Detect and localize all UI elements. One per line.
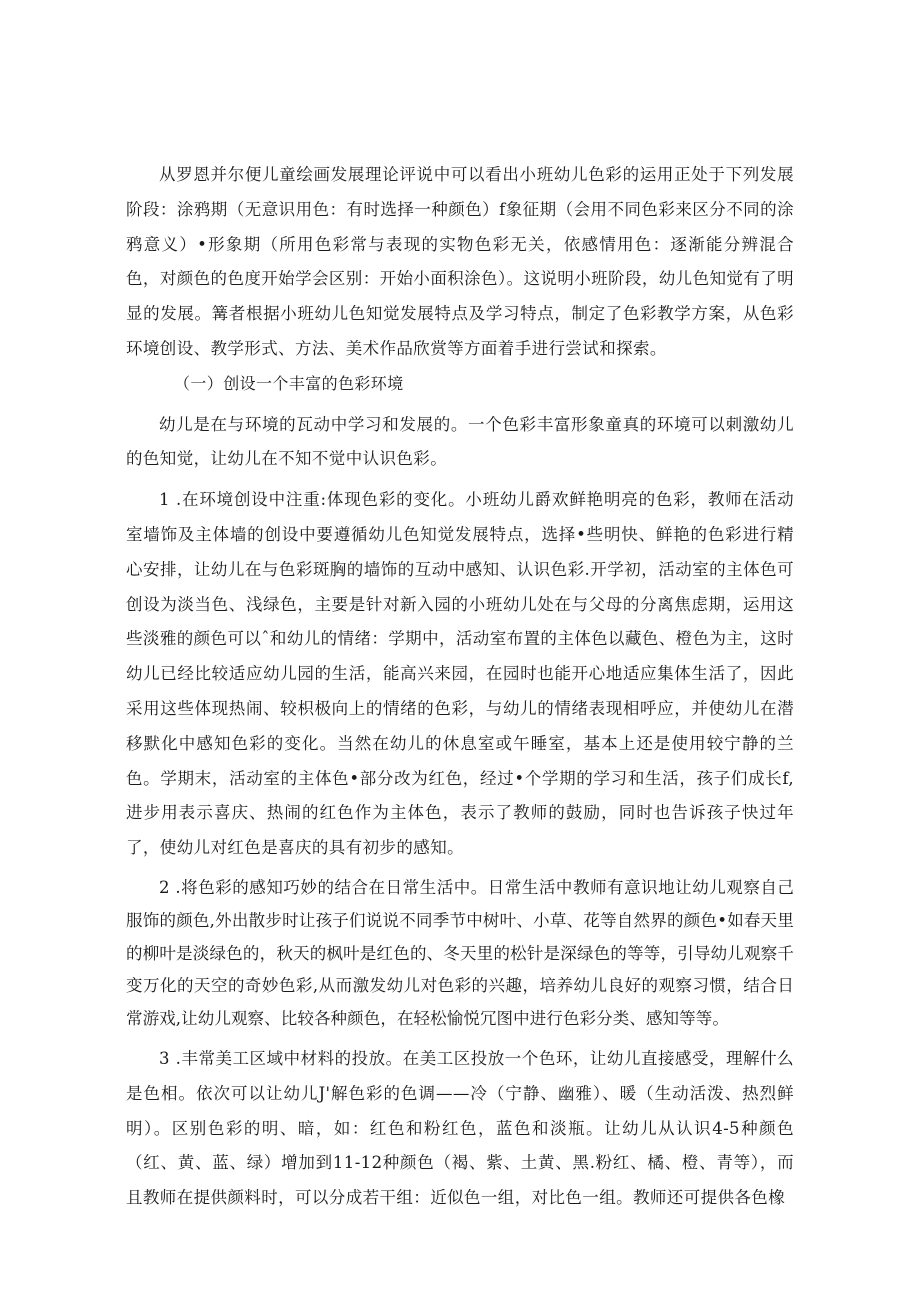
item-3-paragraph: 3 .丰常美工区域中材料的投放。在美工区投放一个色环，让幼儿直接感受，理解什么是色相。依次可以让幼儿J'解色彩的色调——冷（宁静、幽雅）、暖（生动活泼、热烈鲜明）。区别色彩的明、暗，如：红色和粉红色，蓝色和淡瓶。让幼儿从认识4-5种颜色（红、黄、蓝、绿）增加到11-12种颜色（褐、紫、土黄、黑.粉红、橘、橙、青等），而且教师在提供颜料时，可以分成若干组：近似色一组，对比色一组。教师还可提供各色橡 xyxy=(126,1048,794,1208)
section-intro-paragraph: 幼儿是在与环境的瓦动中学习和发展的。一个色彩丰富形象童真的环境可以刺激幼儿的色知觉，让幼儿在不知不觉中认识色彩。 xyxy=(126,414,794,469)
section-heading: （一）创设一个丰富的色彩环境 xyxy=(174,373,404,393)
item-2-paragraph: 2 .将色彩的感知巧妙的结合在日常生活中。日常生活中教师有意识地让幼儿观察自己服饰的颜色,外出散步时让孩子们说说不同季节中树叶、小草、花等自然界的颜色•如春天里的柳叶是淡绿色的，秋天的枫叶是红色的、冬天里的松针是深绿色的等等，引导幼儿观察千变万化的天空的奇妙色彩,从而激发幼儿对色彩的兴趣，培养幼儿良好的观察习惯，结合日常游戏,让幼儿观察、比较各种颜色，在轻松愉悦冗图中进行色彩分类、感知等等。 xyxy=(126,877,794,1029)
item-1-paragraph: 1 .在环境创设中注重:体现色彩的变化。小班幼儿爵欢鲜艳明亮的色彩，教师在活动室墙饰及主体墙的创设中要遵循幼儿色知觉发展特点，选择•些明快、鲜艳的色彩进行精心安排，让幼儿在与色彩斑胸的墙饰的互动中感知、认识色彩.开学初，活动室的主体色可创设为淡当色、浅绿色，主要是针对新入园的小班幼儿处在与父母的分离焦虑期，运用这些淡雅的颜色可以ˆ和幼儿的情绪：学期中，活动室布置的主体色以藏色、橙色为主，这时幼儿已经比较适应幼儿园的生活，能高兴来园，在园时也能开心地适应集体生活了，因此采用这些体现热闹、较枳极向上的情绪的色彩，与幼儿的情绪表现相呼应，并使幼儿在潜移默化中感知色彩的变化。当然在幼儿的休息室或午睡室，基本上还是使用较宁静的兰色。学期末，活动室的主体色•部分改为红色，经过•个学期的学习和生活，孩子们成长f,进步用表示喜庆、热闹的红色作为主体色，表示了教师的鼓励，同时也告诉孩子快过年了，使幼儿对红色是喜庆的具有初步的感知。 xyxy=(126,490,794,858)
document-page xyxy=(126,158,794,1216)
intro-paragraph: 从罗恩并尔便儿童绘画发展理论评说中可以看出小班幼儿色彩的运用正处于下列发展阶段：涂鸦期（无意识用色：有时选择一种颜色）f象征期（会用不同色彩来区分不同的涂鸦意义）•形象期（所用色彩常与表现的实物色彩无关，依感情用色：逐渐能分辨混合色，对颜色的色度开始学会区别：开始小面积涂色）。这说明小班阶段，幼儿色知觉有了明显的发展。篝者根据小班幼儿色知觉发展特点及学习特点，制定了色彩教学方案，从色彩环境创设、教学形式、方法、美术作品欣赏等方面着手进行尝试和探索。 xyxy=(126,165,794,358)
